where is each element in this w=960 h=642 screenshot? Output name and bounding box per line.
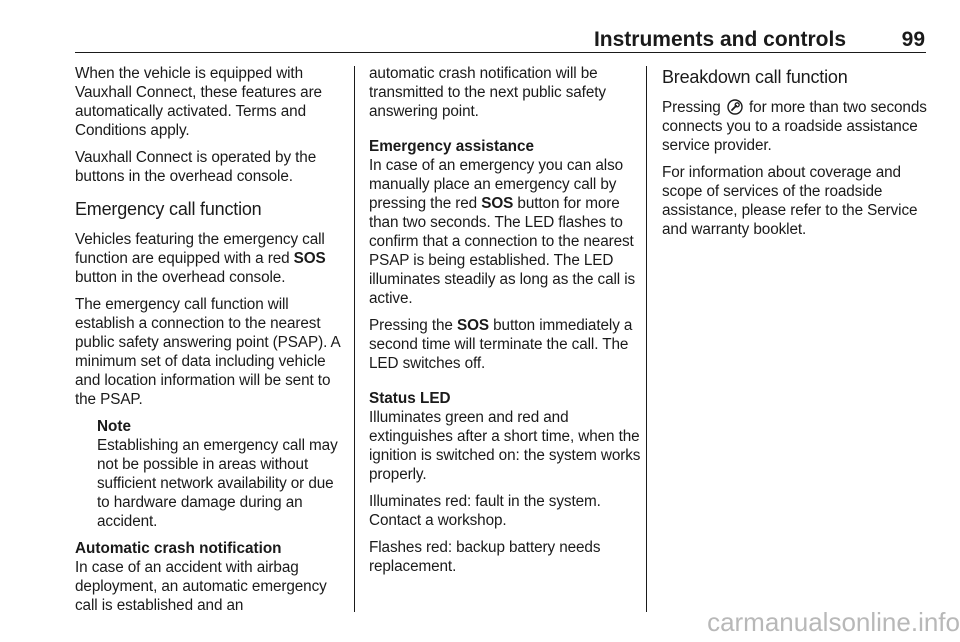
watermark: carmanualsonline.info xyxy=(707,607,960,637)
note-body: Establishing an emergency call may not be possible in areas without sufficient network availability or due to hardware damage during an accident. xyxy=(97,437,338,530)
crash-notification-paragraph: In case of an accident with airbag deployment, an automatic emergency call is established and an xyxy=(75,559,327,614)
led-fault-paragraph: Illuminates red: fault in the system. Contact a workshop. xyxy=(369,493,601,529)
coverage-paragraph: For information about coverage and scope of services of the roadside assistance, please refer to the Service and warranty booklet. xyxy=(662,164,918,238)
note-heading: Note xyxy=(97,418,131,435)
sos-button-paragraph: Vehicles featuring the emergency call function are equipped with a red SOS button in the overhead console. xyxy=(75,231,326,286)
status-led-heading: Status LED xyxy=(369,390,451,407)
emergency-call-heading: Emergency call function xyxy=(75,199,262,219)
terminate-call-paragraph: Pressing the SOS button immediately a second time will terminate the call. The LED switches off. xyxy=(369,317,633,372)
sos-label: SOS xyxy=(456,317,489,334)
column-right xyxy=(662,64,932,247)
column-left xyxy=(75,64,345,623)
page-header xyxy=(75,22,926,53)
crash-notification-heading: Automatic crash notification xyxy=(75,540,282,557)
intro-paragraph: When the vehicle is equipped with Vauxhall Connect, these features are automatically activated. Terms and Conditions apply. xyxy=(75,65,322,139)
emergency-assistance-paragraph: In case of an emergency you can also manually place an emergency call by pressing the red SOS button for more than two seconds. The LED flashes to confirm that a connection to the nearest PSAP is being established. The LED illuminates steadily as long as the call is active. xyxy=(369,157,636,307)
page-number: 99 xyxy=(901,28,925,51)
note-box xyxy=(97,417,345,531)
emergency-assistance-heading: Emergency assistance xyxy=(369,138,534,155)
column-divider-right xyxy=(646,66,647,612)
breakdown-paragraph: Pressing for more than two seconds connects you to a roadside assistance service provider. xyxy=(662,99,927,154)
operation-paragraph: Vauxhall Connect is operated by the buttons in the overhead console. xyxy=(75,149,317,185)
led-battery-paragraph: Flashes red: backup battery needs replacement. xyxy=(369,539,601,575)
column-middle xyxy=(369,64,645,584)
led-green-red-paragraph: Illuminates green and red and extinguishes after a short time, when the ignition is switched on: the system works properly. xyxy=(369,409,641,483)
column-divider-left xyxy=(354,66,355,612)
breakdown-wrench-icon xyxy=(727,99,743,115)
sos-label: SOS xyxy=(481,195,514,212)
crash-notification-continued: automatic crash notification will be transmitted to the next public safety answering point. xyxy=(369,65,606,120)
breakdown-call-heading: Breakdown call function xyxy=(662,67,848,87)
sos-label: SOS xyxy=(293,250,326,267)
section-title: Instruments and controls xyxy=(593,28,846,51)
psap-paragraph: The emergency call function will establish a connection to the nearest public safety answering point (PSAP). A minimum set of data including vehicle and location information will be sent to the PSAP. xyxy=(75,296,340,408)
